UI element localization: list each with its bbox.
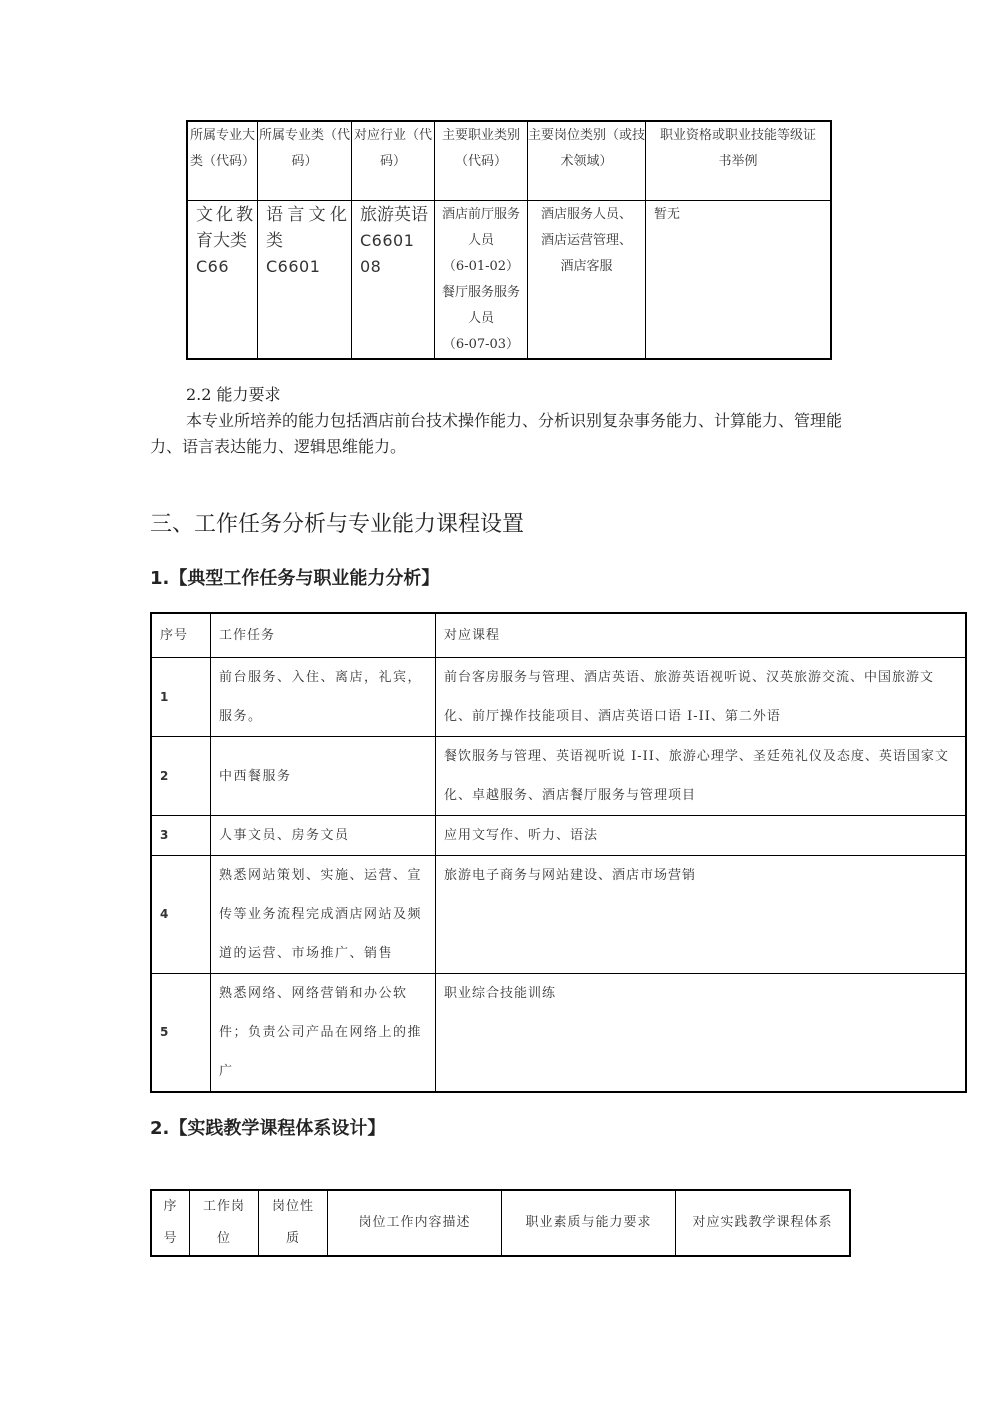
subsection-2-number: 2.	[150, 1118, 170, 1139]
subsection-2-heading	[150, 1114, 385, 1140]
header-cell: 工作任务	[211, 613, 436, 658]
industry-cell	[352, 201, 435, 360]
row-courses: 应用文写作、听力、语法	[436, 816, 967, 856]
table-header-row	[151, 613, 966, 658]
table-row	[151, 856, 966, 974]
row-number: 3	[151, 816, 211, 856]
certificates-cell: 暂无	[646, 201, 832, 360]
header-cell: 主要职业类别（代码）	[435, 121, 528, 201]
row-task: 中西餐服务	[211, 737, 436, 816]
ability-paragraph: 本专业所培养的能力包括酒店前台技术操作能力、分析识别复杂事务能力、计算能力、管理能力、语言表达能力、逻辑思维能力。	[150, 411, 843, 456]
row-courses: 餐饮服务与管理、英语视听说 I-II、旅游心理学、圣廷苑礼仪及态度、英语国家文化、卓越服务、酒店餐厅服务与管理项目	[436, 737, 967, 816]
header-cell: 主要岗位类别（或技术领域）	[528, 121, 646, 201]
row-number: 5	[151, 974, 211, 1093]
subsection-1-number: 1.	[150, 568, 170, 589]
category-cell	[187, 201, 258, 360]
header-cell: 序号	[151, 613, 211, 658]
category-code: C66	[196, 257, 230, 276]
occupation-cell	[435, 201, 528, 360]
positions-cell: 酒店服务人员、酒店运营管理、酒店客服	[528, 201, 646, 360]
occupation-1: 酒店前厅服务人员	[441, 207, 520, 248]
occupation-1-code: （6-01-02）	[442, 259, 520, 274]
header-cell: 工作岗位	[190, 1190, 259, 1256]
task-analysis-table	[150, 612, 967, 1093]
row-number: 1	[151, 658, 211, 737]
header-cell: 序号	[151, 1190, 190, 1256]
occupation-2-code: （6-07-03）	[442, 337, 520, 352]
practice-curriculum-table	[150, 1189, 851, 1257]
row-task: 熟悉网站策划、实施、运营、宣传等业务流程完成酒店网站及频道的运营、市场推广、销售	[211, 856, 436, 974]
section-3-heading: 三、工作任务分析与专业能力课程设置	[150, 512, 525, 537]
subcategory-cell	[258, 201, 352, 360]
header-cell: 所属专业大类（代码）	[187, 121, 258, 201]
header-cell: 职业资格或职业技能等级证书举例	[646, 121, 832, 201]
subcategory-code: C6601	[266, 257, 321, 276]
table-row	[151, 737, 966, 816]
category-name: 文化教育大类	[196, 205, 253, 251]
subsection-1-title: 【典型工作任务与职业能力分析】	[169, 568, 440, 589]
table-row	[151, 816, 966, 856]
section-2-2-title: 2.2 能力要求	[186, 385, 281, 404]
subsection-2-title: 【实践教学课程体系设计】	[169, 1118, 386, 1139]
row-task: 前台服务、入住、离店，礼宾，服务。	[211, 658, 436, 737]
header-cell: 对应实践教学课程体系	[676, 1190, 851, 1256]
subcategory-name: 语言文化类	[266, 205, 347, 251]
row-courses: 前台客房服务与管理、酒店英语、旅游英语视听说、汉英旅游交流、中国旅游文化、前厅操作技能项目、酒店英语口语 I-II、第二外语	[436, 658, 967, 737]
header-cell: 岗位工作内容描述	[328, 1190, 502, 1256]
row-courses: 职业综合技能训练	[436, 974, 967, 1093]
header-cell: 对应课程	[436, 613, 967, 658]
header-cell: 对应行业（代码）	[352, 121, 435, 201]
row-task: 熟悉网络、网络营销和办公软件；负责公司产品在网络上的推广	[211, 974, 436, 1093]
header-cell: 岗位性质	[259, 1190, 328, 1256]
row-number: 4	[151, 856, 211, 974]
industry-name: 旅游英语	[360, 205, 428, 225]
table-header-row	[187, 121, 831, 201]
header-cell: 所属专业类（代码）	[258, 121, 352, 201]
header-cell: 职业素质与能力要求	[502, 1190, 676, 1256]
row-number: 2	[151, 737, 211, 816]
row-courses: 旅游电子商务与网站建设、酒店市场营销	[436, 856, 967, 974]
industry-code: C660108	[360, 231, 415, 276]
table-row	[151, 974, 966, 1093]
occupation-2: 餐厅服务服务人员	[441, 285, 520, 326]
table-row	[187, 201, 831, 360]
subsection-1-heading	[150, 564, 439, 590]
program-info-table	[186, 120, 832, 360]
row-task: 人事文员、房务文员	[211, 816, 436, 856]
table-row	[151, 658, 966, 737]
table-header-row	[151, 1190, 850, 1256]
